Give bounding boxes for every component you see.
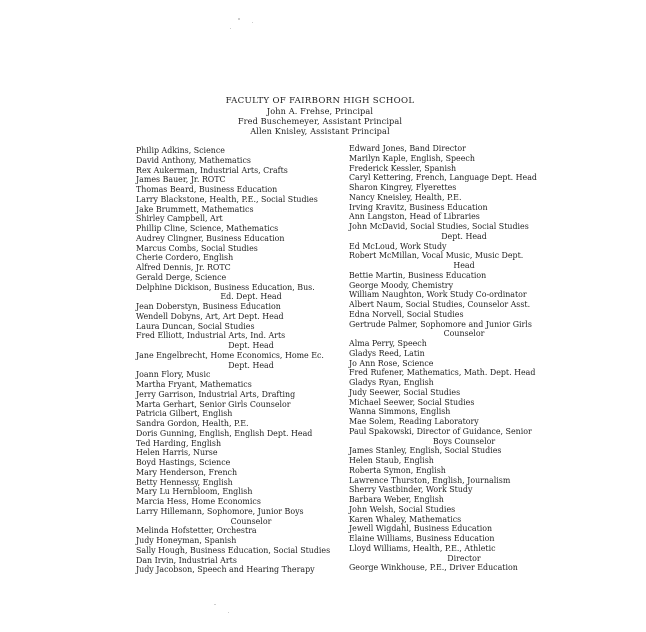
faculty-entry	[136, 283, 346, 303]
faculty-entry	[349, 524, 579, 534]
faculty-entry	[349, 388, 579, 398]
faculty-entry-text: Larry Blackstone, Health, P.E., Social Studies	[136, 194, 318, 204]
faculty-entry-continuation: Head	[453, 261, 475, 270]
faculty-entry	[136, 146, 346, 156]
faculty-entry-text: George Winkhouse, P.E., Driver Education	[349, 563, 518, 573]
faculty-entry-text: William Naughton, Work Study Co-ordinator	[349, 290, 527, 300]
faculty-entry	[136, 185, 346, 195]
faculty-entry	[349, 534, 579, 544]
assistant-principal-line: Fred Buschemeyer, Assistant Principal	[237, 116, 403, 126]
faculty-entry	[136, 536, 346, 546]
faculty-entry	[349, 281, 579, 291]
faculty-entry	[136, 380, 346, 390]
faculty-entry-text: Philip Adkins, Science	[136, 146, 225, 155]
faculty-entry-text: Jewell Wigdahl, Business Education	[349, 524, 493, 534]
assistant-principal-line: Allen Knisley, Assistant Principal	[250, 126, 390, 136]
faculty-entry	[136, 468, 346, 478]
faculty-entry-text: Edward Jones, Band Director	[349, 144, 466, 153]
faculty-entry-text: Marta Gerhart, Senior Girls Counselor	[136, 399, 291, 409]
faculty-entry	[349, 212, 579, 222]
faculty-entry-text: Judy Jacobson, Speech and Hearing Therapy	[136, 565, 315, 575]
faculty-entry	[136, 439, 346, 449]
faculty-entry	[136, 556, 346, 566]
faculty-entry-text: Jane Engelbrecht, Home Economics, Home Ec.	[136, 350, 324, 360]
document-title: FACULTY OF FAIRBORN HIGH SCHOOL	[225, 96, 415, 106]
faculty-entry-text: Albert Naum, Social Studies, Counselor Asst.	[349, 300, 531, 309]
faculty-entry-text: Jake Brummett, Mathematics	[136, 204, 254, 214]
faculty-entry-text: Gertrude Palmer, Sophomore and Junior Girls	[349, 319, 532, 329]
faculty-entry-text: Patricia Gilbert, English	[136, 409, 233, 419]
faculty-entry-text: Alfred Dennis, Jr. ROTC	[136, 263, 231, 272]
faculty-entry-text: James Bauer, Jr. ROTC	[136, 175, 226, 185]
faculty-entry	[136, 448, 346, 458]
faculty-entry	[349, 495, 579, 505]
faculty-entry	[349, 144, 579, 154]
faculty-entry-text: Melinda Hofstetter, Orchestra	[136, 526, 257, 536]
faculty-entry	[349, 183, 579, 193]
faculty-entry	[349, 563, 579, 573]
faculty-entry-text: Larry Hillemann, Sophomore, Junior Boys	[136, 506, 304, 516]
faculty-entry	[136, 546, 346, 556]
faculty-entry-continuation: Director	[447, 553, 481, 563]
faculty-entry	[349, 407, 579, 417]
faculty-entry	[136, 409, 346, 419]
faculty-entry-text: Ann Langston, Head of Libraries	[349, 212, 480, 222]
faculty-entry	[136, 458, 346, 468]
faculty-entry-text: Ed McLoud, Work Study	[349, 241, 447, 251]
faculty-entry-text: Roberta Symon, English	[349, 465, 446, 475]
faculty-entry-text: Lloyd Williams, Health, P.E., Athletic	[349, 543, 496, 553]
faculty-entry	[136, 526, 346, 536]
faculty-entry-text: Jean Doberstyn, Business Education	[136, 302, 281, 311]
faculty-entry-continuation: Dept. Head	[228, 341, 274, 350]
faculty-entry	[349, 203, 579, 213]
faculty-entry	[349, 417, 579, 427]
faculty-entry-text: Mae Solem, Reading Laboratory	[349, 417, 479, 426]
faculty-entry	[136, 487, 346, 497]
faculty-entry	[136, 166, 346, 176]
faculty-entry-text: Rex Aukerman, Industrial Arts, Crafts	[136, 165, 288, 175]
faculty-entry-text: Sharon Kingrey, Flyerettes	[349, 183, 457, 192]
faculty-entry-text: Boyd Hastings, Science	[136, 458, 231, 467]
faculty-entry	[349, 485, 579, 495]
faculty-entry-text: Helen Harris, Nurse	[136, 448, 218, 458]
faculty-entry	[136, 156, 346, 166]
faculty-entry	[136, 565, 346, 575]
faculty-entry-text: Caryl Kettering, French, Language Dept. Head	[349, 173, 537, 183]
faculty-entry-text: Shirley Campbell, Art	[136, 214, 223, 224]
faculty-entry	[349, 154, 579, 164]
faculty-entry	[136, 419, 346, 429]
faculty-entry-text: David Anthony, Mathematics	[136, 155, 251, 165]
faculty-entry-text: Delphine Dickison, Business Education, Bus.	[136, 282, 315, 292]
document-header	[150, 96, 490, 136]
faculty-entry	[349, 359, 579, 369]
faculty-entry	[136, 370, 346, 380]
faculty-entry	[349, 251, 579, 271]
faculty-entry	[136, 400, 346, 410]
faculty-entry	[349, 476, 579, 486]
faculty-entry	[349, 290, 579, 300]
faculty-entry	[349, 398, 579, 408]
faculty-entry-text: Michael Seewer, Social Studies	[349, 397, 475, 407]
faculty-entry-text: Martha Fryant, Mathematics	[136, 380, 252, 389]
faculty-entry-text: Nancy Kneisley, Health, P.E.	[349, 192, 462, 202]
faculty-entry-continuation: Ed. Dept. Head	[220, 292, 282, 302]
faculty-entry	[349, 427, 579, 447]
faculty-entry	[349, 173, 579, 183]
faculty-entry-continuation: Dept. Head	[228, 360, 274, 370]
faculty-entry-text: Barbara Weber, English	[349, 495, 444, 504]
faculty-entry	[136, 224, 346, 234]
faculty-entry-text: John McDavid, Social Studies, Social Studies	[349, 222, 529, 231]
faculty-entry-continuation: Counselor	[230, 516, 272, 526]
faculty-entry-text: James Stanley, English, Social Studies	[349, 446, 502, 456]
faculty-entry	[349, 466, 579, 476]
faculty-entry	[136, 214, 346, 224]
faculty-entry	[349, 271, 579, 281]
faculty-entry-text: Gladys Reed, Latin	[349, 348, 425, 358]
faculty-entry-text: Frederick Kessler, Spanish	[349, 163, 457, 173]
faculty-entry-text: Gerald Derge, Science	[136, 272, 227, 282]
faculty-entry-text: Laura Duncan, Social Studies	[136, 321, 255, 331]
faculty-entry	[349, 164, 579, 174]
faculty-entry-text: Lawrence Thurston, English, Journalism	[349, 475, 511, 485]
faculty-entry	[349, 349, 579, 359]
faculty-entry-text: Paul Spakowski, Director of Guidance, Senior	[349, 426, 532, 436]
faculty-entry-text: Mary Henderson, French	[136, 467, 238, 477]
faculty-entry-text: Marilyn Kaple, English, Speech	[349, 153, 475, 163]
faculty-entry-text: Audrey Clingner, Business Education	[136, 233, 285, 243]
faculty-entry-text: Fred Rufener, Mathematics, Math. Dept. Head	[349, 368, 536, 378]
faculty-entry-text: Gladys Ryan, English	[349, 378, 434, 387]
faculty-entry	[136, 205, 346, 215]
faculty-entry	[349, 320, 579, 340]
faculty-entry-text: Helen Staub, English	[349, 456, 434, 465]
faculty-entry-text: Elaine Williams, Business Education	[349, 534, 495, 543]
faculty-entry	[349, 544, 579, 564]
scan-speck	[228, 612, 229, 613]
faculty-entry	[136, 312, 346, 322]
faculty-entry-text: Judy Seewer, Social Studies	[349, 387, 461, 397]
faculty-entry	[136, 351, 346, 371]
faculty-entry-text: Mary Lu Hernbloom, English	[136, 487, 253, 497]
faculty-entry-text: Marcia Hess, Home Economics	[136, 497, 261, 506]
faculty-entry-text: Doris Gunning, English, English Dept. Head	[136, 428, 313, 438]
faculty-entry-text: Betty Hennessy, English	[136, 477, 233, 487]
faculty-entry	[349, 222, 579, 242]
faculty-entry	[349, 300, 579, 310]
faculty-entry-text: Phillip Cline, Science, Mathematics	[136, 224, 279, 233]
faculty-entry-text: Jerry Garrison, Industrial Arts, Drafting	[136, 389, 296, 399]
faculty-entry-continuation: Dept. Head	[441, 231, 487, 241]
faculty-entry	[136, 195, 346, 205]
faculty-entry-continuation: Boys Counselor	[432, 436, 496, 446]
faculty-entry-text: John Welsh, Social Studies	[349, 504, 456, 514]
faculty-entry-text: Robert McMillan, Vocal Music, Music Dept.	[349, 251, 524, 261]
faculty-entry-text: Jo Ann Rose, Science	[349, 358, 434, 368]
scan-speck	[214, 604, 216, 605]
faculty-entry	[349, 193, 579, 203]
faculty-entry	[349, 515, 579, 525]
faculty-entry-text: Alma Perry, Speech	[349, 339, 427, 348]
faculty-entry-text: Karen Whaley, Mathematics	[349, 514, 462, 524]
scan-speck	[252, 22, 253, 23]
scan-speck	[230, 28, 231, 29]
faculty-entry-text: Sally Hough, Business Education, Social Studies	[136, 545, 331, 555]
faculty-entry-text: Ted Harding, English	[136, 438, 222, 448]
faculty-entry	[136, 244, 346, 254]
faculty-entry	[136, 234, 346, 244]
faculty-entry-text: Joann Flory, Music	[136, 370, 211, 380]
faculty-entry	[136, 507, 346, 527]
faculty-entry-text: Wendell Dobyns, Art, Art Dept. Head	[136, 311, 284, 321]
faculty-entry	[136, 331, 346, 351]
faculty-entry	[349, 368, 579, 378]
faculty-entry	[349, 310, 579, 320]
faculty-entry	[136, 175, 346, 185]
faculty-entry-text: George Moody, Chemistry	[349, 280, 454, 290]
faculty-entry-text: Judy Honeyman, Spanish	[136, 536, 237, 545]
faculty-entry-text: Edna Norvell, Social Studies	[349, 309, 464, 319]
faculty-entry	[349, 378, 579, 388]
faculty-entry-text: Dan Irvin, Industrial Arts	[136, 555, 237, 565]
faculty-entry	[136, 253, 346, 263]
faculty-entry	[136, 497, 346, 507]
faculty-entry	[136, 273, 346, 283]
faculty-entry	[136, 302, 346, 312]
faculty-entry-text: Marcus Combs, Social Studies	[136, 243, 258, 253]
faculty-entry	[136, 478, 346, 488]
faculty-entry	[349, 456, 579, 466]
faculty-entry-continuation: Counselor	[443, 329, 485, 339]
faculty-entry-text: Wanna Simmons, English	[349, 407, 451, 417]
faculty-entry-text: Sherry Vastbinder, Work Study	[349, 485, 473, 495]
faculty-entry	[136, 263, 346, 273]
faculty-entry	[349, 242, 579, 252]
faculty-entry	[349, 339, 579, 349]
faculty-list-left	[136, 146, 346, 575]
faculty-entry	[136, 322, 346, 332]
faculty-entry-text: Irving Kravitz, Business Education	[349, 202, 488, 212]
faculty-entry-text: Thomas Beard, Business Education	[136, 185, 278, 194]
scan-speck	[238, 18, 240, 20]
faculty-list-right	[349, 144, 579, 573]
faculty-entry	[349, 505, 579, 515]
faculty-entry	[136, 390, 346, 400]
faculty-entry-text: Bettie Martin, Business Education	[349, 270, 487, 280]
faculty-entry-text: Fred Elliott, Industrial Arts, Ind. Arts	[136, 331, 286, 341]
faculty-entry	[349, 446, 579, 456]
principal-line: John A. Frehse, Principal	[266, 106, 374, 116]
faculty-entry-text: Cherie Cordero, English	[136, 253, 234, 263]
faculty-entry	[136, 429, 346, 439]
faculty-entry-text: Sandra Gordon, Health, P.E.	[136, 419, 249, 428]
